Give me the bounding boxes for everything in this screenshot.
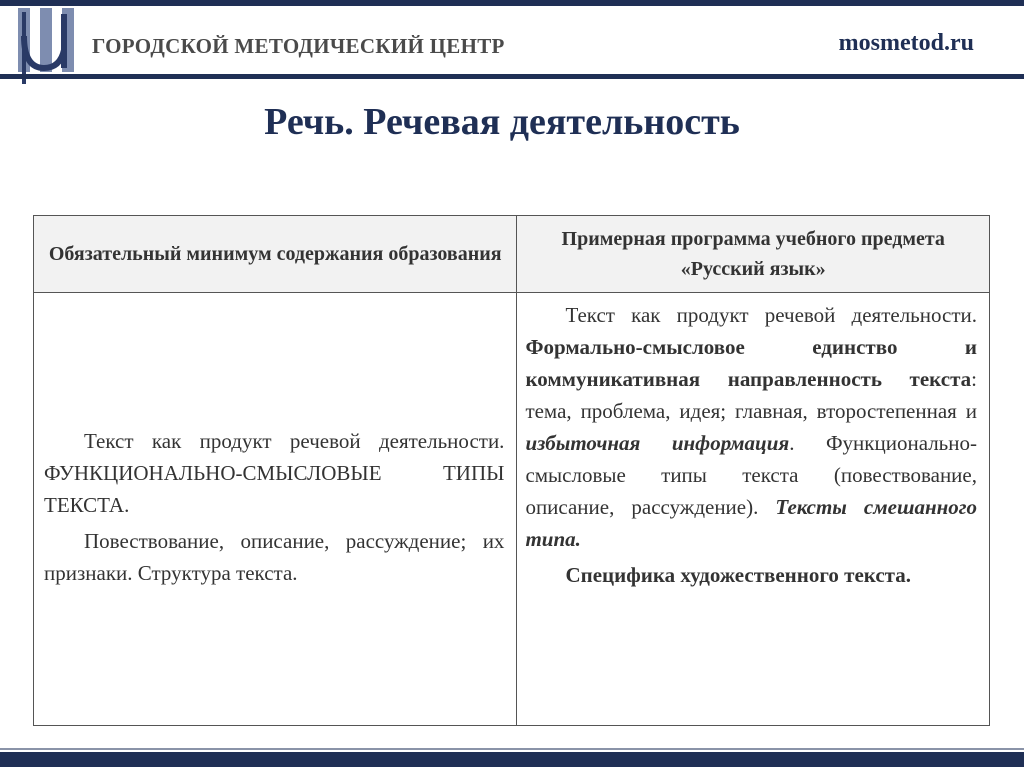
right-bold-1: Формально-смысловое единство и коммуникативная направленность текста <box>525 335 977 391</box>
page-title: Речь. Речевая деятельность <box>264 101 740 143</box>
right-paragraph-1 <box>525 299 977 555</box>
col2-header: Примерная программа учебного предмета «Русский язык» <box>517 216 990 293</box>
header <box>0 6 1024 74</box>
right-bold-italic-2: Тексты смешанного типа. <box>525 495 978 551</box>
right-text-1: Текст как продукт речевой деятельности. <box>565 303 977 327</box>
col1-header: Обязательный минимум содержания образования <box>34 216 517 293</box>
right-bold-2: Специфика художественного текста. <box>565 563 912 587</box>
right-bold-italic-1: избыточная информация <box>525 431 790 455</box>
site-url: mosmetod.ru <box>838 30 974 56</box>
left-cell <box>34 293 517 726</box>
org-name: ГОРОДСКОЙ МЕТОДИЧЕСКИЙ ЦЕНТР <box>92 34 505 58</box>
table-row <box>34 293 990 726</box>
right-text-3: . Функционально-смысловые типы текста (повествование, описание, рассуждение). <box>525 431 977 519</box>
right-text-2: : тема, проблема, идея; главная, второстепенная и <box>525 367 977 423</box>
left-paragraph-1: Текст как продукт речевой деятельности. ФУНКЦИОНАЛЬНО-СМЫСЛОВЫЕ ТИПЫ ТЕКСТА. <box>44 429 505 517</box>
table-header-row <box>34 216 990 293</box>
left-paragraph-2: Повествование, описание, рассуждение; их признаки. Структура текста. <box>44 529 505 585</box>
right-cell <box>517 293 990 726</box>
header-divider <box>0 74 1024 79</box>
bottom-bar <box>0 752 1024 767</box>
right-paragraph-2 <box>525 559 977 591</box>
logo-icon <box>14 6 84 84</box>
content-table <box>33 215 990 726</box>
bottom-divider <box>0 748 1024 750</box>
